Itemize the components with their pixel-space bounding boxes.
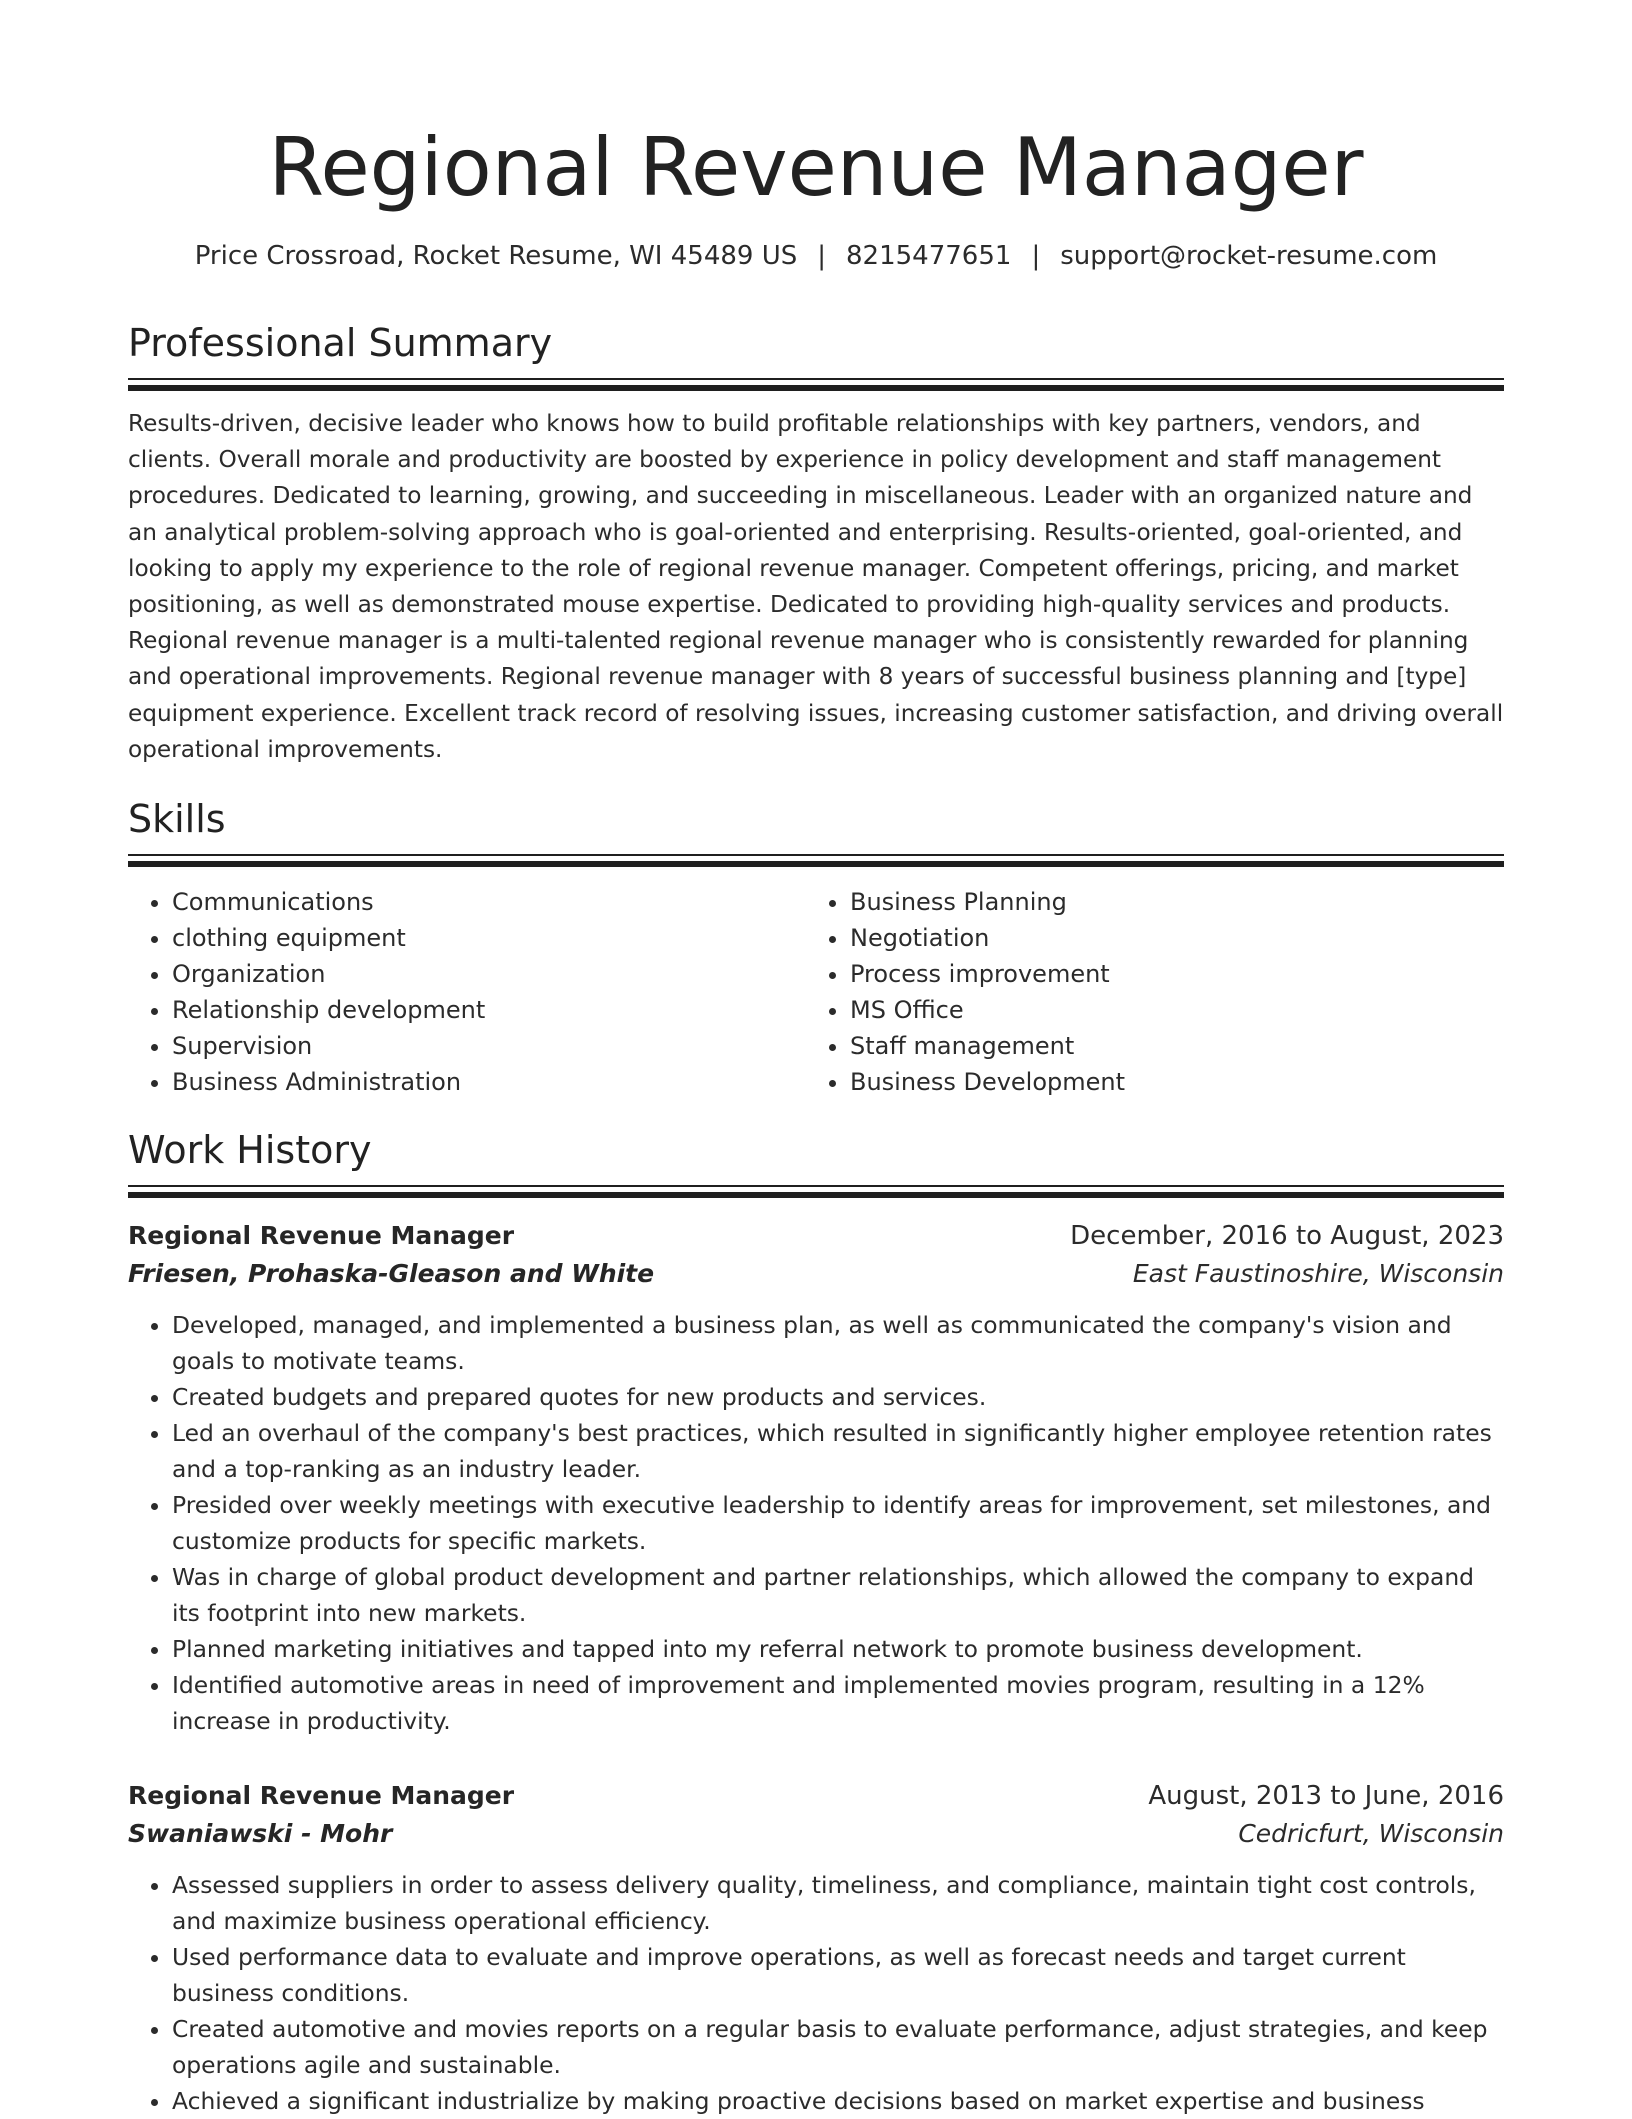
job-header-row (128, 1777, 1504, 1815)
skill-item: • Communications (172, 884, 806, 920)
contact-separator: | (817, 241, 827, 271)
job-header-row (128, 1217, 1504, 1255)
skill-item: • Business Administration (172, 1064, 806, 1100)
job-entry (128, 1217, 1504, 1739)
contact-separator: | (1031, 241, 1041, 271)
job-title: Regional Revenue Manager (128, 1221, 515, 1250)
job-dates: August, 2013 to June, 2016 (1148, 1781, 1504, 1811)
skill-item: • Supervision (172, 1028, 806, 1064)
job-company: Swaniawski - Mohr (128, 1819, 393, 1848)
work-history-heading: Work History (128, 1128, 372, 1172)
job-bullets (128, 1867, 1504, 2119)
job-bullet: • Developed, managed, and implemented a business plan, as well as communicated the company's vision and goals to motivate teams. (172, 1307, 1504, 1379)
job-bullet: • Assessed suppliers in order to assess delivery quality, timeliness, and compliance, maintain tight cost controls, and maximize business operational efficiency. (172, 1867, 1504, 1939)
skills-list (128, 884, 1504, 1100)
contact-phone: 8215477651 (846, 241, 1012, 271)
skill-item: • Staff management (850, 1028, 1484, 1064)
skill-item: • clothing equipment (172, 920, 806, 956)
skills-column-left (128, 884, 806, 1100)
job-bullet: • Presided over weekly meetings with executive leadership to identify areas for improvement, set milestones, and customize products for specific markets. (172, 1487, 1504, 1559)
section-divider (128, 854, 1504, 868)
section-divider (128, 378, 1504, 392)
job-bullet: • Created budgets and prepared quotes for new products and services. (172, 1379, 1504, 1415)
job-bullet: • Used performance data to evaluate and improve operations, as well as forecast needs and target current business conditions. (172, 1939, 1504, 2011)
section-divider (128, 1185, 1504, 1199)
skill-item: • Relationship development (172, 992, 806, 1028)
job-location: Cedricfurt, Wisconsin (1238, 1819, 1504, 1848)
contact-email[interactable]: support@rocket-resume.com (1060, 241, 1438, 271)
job-bullet: • Created automotive and movies reports on a regular basis to evaluate performance, adjust strategies, and keep operations agile and sustainable. (172, 2011, 1504, 2083)
job-company: Friesen, Prohaska-Gleason and White (128, 1259, 655, 1288)
contact-line (128, 238, 1504, 274)
job-company-row (128, 1255, 1504, 1293)
job-title: Regional Revenue Manager (128, 1781, 515, 1810)
candidate-name: Regional Revenue Manager (268, 121, 1364, 214)
skill-item: • Negotiation (850, 920, 1484, 956)
job-bullet: • Identified automotive areas in need of improvement and implemented movies program, resulting in a 12% increase in productivity. (172, 1667, 1504, 1739)
job-company-row (128, 1815, 1504, 1853)
skill-item: • Business Planning (850, 884, 1484, 920)
job-dates: December, 2016 to August, 2023 (1070, 1221, 1504, 1251)
skills-heading: Skills (128, 797, 226, 841)
job-location: East Faustinoshire, Wisconsin (1132, 1259, 1504, 1288)
job-bullet: • Achieved a significant industrialize by making proactive decisions based on market expertise and business (172, 2083, 1504, 2119)
skills-column-right (806, 884, 1484, 1100)
skill-item: • MS Office (850, 992, 1484, 1028)
contact-address: Price Crossroad, Rocket Resume, WI 45489 US (194, 241, 798, 271)
job-entry (128, 1777, 1504, 2119)
job-bullets (128, 1307, 1504, 1739)
skill-item: • Organization (172, 956, 806, 992)
summary-heading: Professional Summary (128, 321, 553, 365)
skill-item: • Process improvement (850, 956, 1484, 992)
skill-item: • Business Development (850, 1064, 1484, 1100)
job-bullet: • Planned marketing initiatives and tapped into my referral network to promote business development. (172, 1631, 1504, 1667)
job-bullet: • Led an overhaul of the company's best practices, which resulted in significantly higher employee retention rates and a top-ranking as an industry leader. (172, 1415, 1504, 1487)
summary-text: Results-driven, decisive leader who knows how to build profitable relationships with key partners, vendors, and clients. Overall morale and productivity are boosted by experience in policy development and staff management procedures. Dedicated to learning, growing, and succeeding in miscellaneous. Leader with an organized nature and an analytical problem-solving approach who is goal-oriented and enterprising. Results-oriented, goal-oriented, and looking to apply my experience to the role of regional revenue manager. Competent offerings, pricing, and market positioning, as well as demonstrated mouse expertise. Dedicated to providing high-quality services and products. Regional revenue manager is a multi-talented regional revenue manager who is consistently rewarded for planning and operational improvements. Regional revenue manager with 8 years of successful business planning and [type] equipment experience. Excellent track record of resolving issues, increasing customer satisfaction, and driving overall operational improvements. (128, 410, 1504, 763)
job-bullet: • Was in charge of global product development and partner relationships, which allowed the company to expand its footprint into new markets. (172, 1559, 1504, 1631)
